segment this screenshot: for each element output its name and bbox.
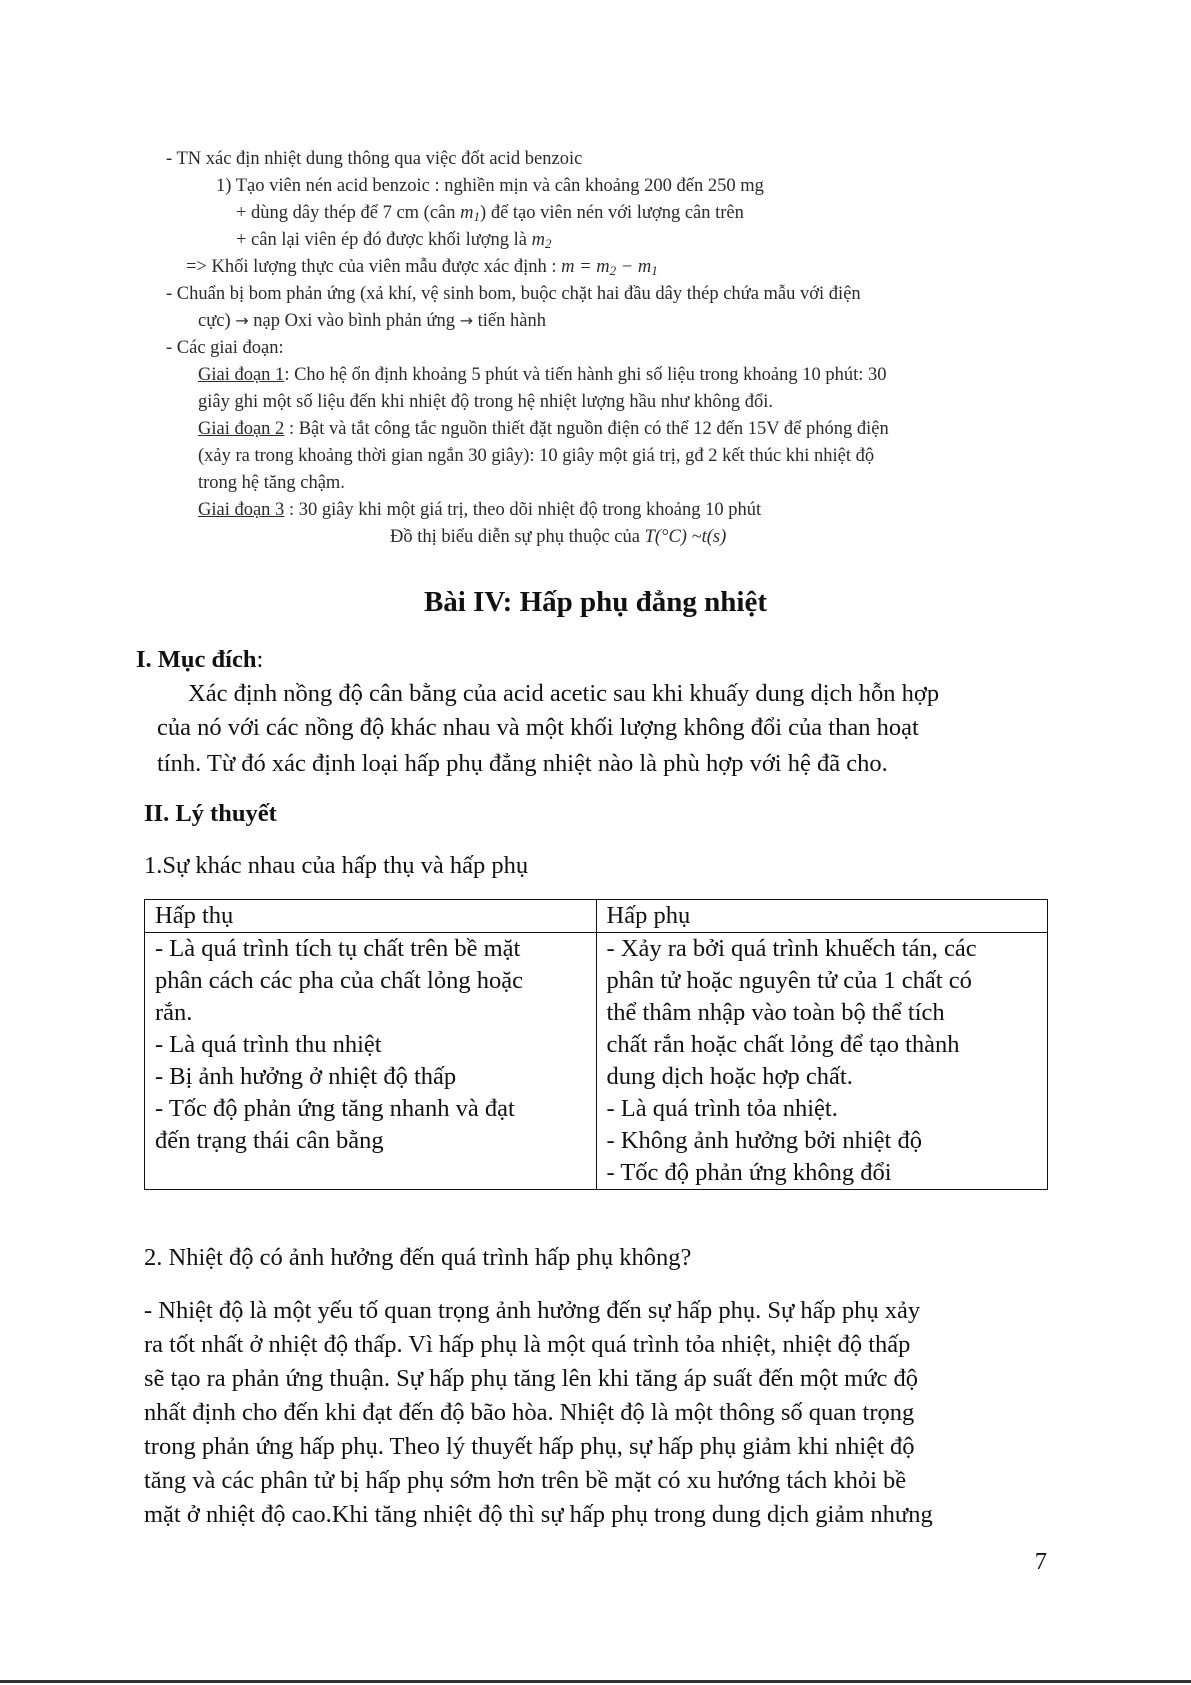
right-arrow-icon: → [235, 311, 249, 330]
scan-line-5: => Khối lượng thực của viên mẫu được xác định : $m = m_2 - m_1$ [186, 257, 658, 278]
graph-caption: Đồ thị biểu diễn sự phụ thuộc của T(°C) ~t(s) [390, 527, 727, 547]
scan-line-3: + dùng dây thép để 7 cm (cân $m_1$) để tạo viên nén với lượng cân trên [236, 203, 744, 224]
table-header-cell: Hấp phụ [596, 900, 1048, 933]
table-header-row [145, 900, 1048, 933]
paragraph-line: trong phản ứng hấp phụ. Theo lý thuyết hấp phụ, sự hấp phụ giảm khi nhiệt độ [144, 1433, 915, 1460]
stage-3: Giai đoạn 3 : 30 giây khi một giá trị, theo dõi nhiệt độ trong khoảng 10 phút [198, 500, 762, 520]
page-number: 7 [1034, 1548, 1047, 1575]
stage-2-cont-2: trong hệ tăng chậm. [198, 473, 345, 493]
paragraph-line: nhất định cho đến khi đạt đến độ bão hòa. Nhiệt độ là một thông số quan trọng [144, 1399, 915, 1426]
stage-2: Giai đoạn 2 : Bật và tắt công tắc nguồn thiết đặt nguồn điện có thể 12 đến 15V để phóng điện [198, 419, 889, 439]
question-1: 1.Sự khác nhau của hấp thụ và hấp phụ [144, 852, 529, 879]
page-bottom-rule [0, 1680, 1191, 1683]
stage-1: Giai đoạn 1: Cho hệ ổn định khoảng 5 phút và tiến hành ghi số liệu trong khoảng 10 phút: 30 [198, 365, 887, 385]
stage-1-cont: giây ghi một số liệu đến khi nhiệt độ trong hệ nhiệt lượng hầu như không đổi. [198, 392, 774, 412]
question-2: 2. Nhiệt độ có ảnh hưởng đến quá trình hấp phụ không? [144, 1244, 692, 1271]
absorption-cell: - Là quá trình tích tụ chất trên bề mặt phân cách các pha của chất lỏng hoặc rắn. - Là quá trình thu nhiệt - Bị ảnh hưởng ở nhiệt độ thấp - Tốc độ phản ứng tăng nhanh và đạt đến trạng thái cân bằng [145, 933, 597, 1190]
paragraph-line: sẽ tạo ra phản ứng thuận. Sự hấp phụ tăng lên khi tăng áp suất đến một mức độ [144, 1365, 918, 1392]
scan-line-2: 1) Tạo viên nén acid benzoic : nghiền mịn và cân khoảng 200 đến 250 mg [216, 176, 764, 196]
paragraph-line: tăng và các phân tử bị hấp phụ sớm hơn trên bề mặt có xu hướng tách khỏi bề [144, 1467, 907, 1494]
section-2-heading: II. Lý thuyết [144, 800, 277, 827]
scan-line-7: - Các giai đoạn: [166, 338, 284, 358]
paragraph-line: mặt ở nhiệt độ cao.Khi tăng nhiệt độ thì sự hấp phụ trong dung dịch giảm nhưng [144, 1501, 933, 1528]
stage-2-cont-1: (xảy ra trong khoảng thời gian ngắn 30 giây): 10 giây một giá trị, gđ 2 kết thúc khi nhiệt độ [198, 446, 875, 466]
paragraph-line: - Nhiệt độ là một yếu tố quan trọng ảnh hưởng đến sự hấp phụ. Sự hấp phụ xảy [144, 1297, 921, 1324]
comparison-table [144, 899, 1048, 1190]
purpose-line-3: tính. Từ đó xác định loại hấp phụ đẳng nhiệt nào là phù hợp với hệ đã cho. [157, 750, 888, 777]
scan-line-4: + cân lại viên ép đó được khối lượng là $m_2$ [236, 230, 552, 251]
page-title: Bài IV: Hấp phụ đẳng nhiệt [423, 586, 768, 618]
scan-line-6a: - Chuẩn bị bom phản ứng (xả khí, vệ sinh bom, buộc chặt hai đầu dây thép chứa mẫu với điện [166, 284, 861, 304]
purpose-line-2: của nó với các nồng độ khác nhau và một khối lượng không đổi của than hoạt [157, 714, 919, 741]
scan-line-6b: cực) → nạp Oxi vào bình phản ứng → tiến hành [198, 311, 546, 331]
section-1-heading: I. Mục đích: [136, 646, 264, 673]
right-arrow-icon: → [459, 311, 473, 330]
table-row [145, 933, 1048, 1190]
scan-line-1: - TN xác địn nhiệt dung thông qua việc đốt acid benzoic [166, 149, 583, 169]
adsorption-cell: - Xảy ra bởi quá trình khuếch tán, các phân tử hoặc nguyên tử của 1 chất có thể thâm nhập vào toàn bộ thể tích chất rắn hoặc chất lỏng để tạo thành dung dịch hoặc hợp chất. - Là quá trình tỏa nhiệt. - Không ảnh hưởng bởi nhiệt độ - Tốc độ phản ứng không đổi [596, 933, 1048, 1190]
purpose-line-1: Xác định nồng độ cân bằng của acid acetic sau khi khuấy dung dịch hỗn hợp [188, 680, 940, 707]
table-header-cell: Hấp thụ [145, 900, 597, 933]
paragraph-line: ra tốt nhất ở nhiệt độ thấp. Vì hấp phụ là một quá trình tỏa nhiệt, nhiệt độ thấp [144, 1331, 911, 1358]
